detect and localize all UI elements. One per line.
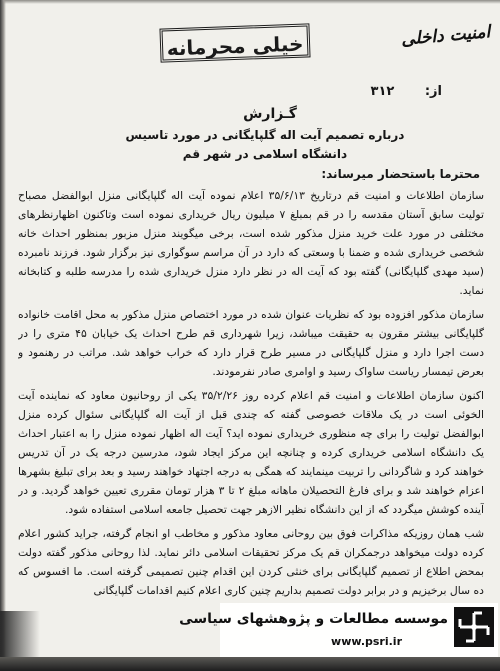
body-paragraph-1: سازمان اطلاعات و امنیت قم درتاریخ ۳۵/۶/۱۳ اعلام نموده آیت اله گلپایگانی منزل ابوالفضل مصباح تولیت سابق آستان مقدسه را در قم بمبلغ ۷ میلیون ریال خریداری نموده است وتاکنون اظهارنظرهای مختلفی در مورد علت خرید منزل مذکور شده است، برخی میگویند منزل مزبور بمنظور احداث خانه شخصی خریداری شده و ضمنا با وسعتی که دارد در آن مراسم سوگواری نیز برگزار شود. فرزند نامبرده (سید مهدی گلپایگانی) گفته بود که آیت اله در نظر دارد منزل خریداری شده را مدرسه طلبه و کتابخانه نماید. [18, 189, 484, 297]
report-title: گـزارش [243, 106, 297, 122]
institute-logo [454, 607, 494, 647]
body-paragraph-3: اکنون سازمان اطلاعات و امنیت قم اعلام کرده روز ۳۵/۲/۲۶ یکی از روحانیون معاود که نماینده آیت الخوئی است در یک ملاقات خصوصی گفته که چندی قبل از آیت اله گلپایگانی سئوال کرده منزل ابوالفضل تولیت را برای چه منظوری خریداری نموده اید؟ آیت اله اظهار نموده منزل را به اعتبار احداث یک دانشگاه اسلامی خریداری کرده و چنانچه این مرکز ایجاد شود، مدرسین درجه یک در آن تدریس خواهند کرد و شاگردانی را تربیت مینمایند که همگی به درجه اجتهاد خواهند رسید و بعد برای تبلیغ بشهرها اعزام خواهند شد و برای فارغ التحصیلان ماهانه مبلغ ۲ تا ۳ هزار تومان مقرری تعیین خواهد گردید. و در آینده کوشش میگردد که از این دانشگاه نظیر الازهر جهت تحصیل جامعه اسلامی استفاده شود. [18, 389, 484, 516]
scan-left-edge [0, 0, 6, 671]
scan-top-edge [0, 0, 500, 4]
scan-bottom-edge [0, 657, 500, 671]
confidential-stamp: خیلی محرمانه [159, 23, 310, 62]
handwritten-note: امنیت داخلی [399, 22, 491, 50]
from-number: ۳۱۲ [370, 84, 395, 99]
body-paragraph-4: شب همان روزیکه مذاکرات فوق بین روحانی معاود مذکور و مخاطب او انجام گرفته، جراید کشور اعلام کرده دولت میخواهد درجمکران قم یک مرکز تحقیقات اسلامی دائر نماید. لذا روحانی مذکور گفته دولت بمحض اطلاع از تصمیم گلپایگانی برای خنثی کردن این اقدام چنین تصمیمی گرفته است. ما افسوس که ده سال برخیزیم و در برابر دولت تصمیم بداریم چنین کاری اعلام کنیم اقدامات گلپایگانی [18, 527, 484, 597]
sender-line [371, 84, 442, 99]
subject-line-2: دانشگاه اسلامی در شهر قم [182, 147, 348, 161]
subject-line-1: درباره تصمیم آیت اله گلپایگانی در مورد تاسیس [125, 128, 405, 142]
watermark-footer [179, 603, 498, 657]
institute-name: موسسه مطالعات و پژوهشهای سیاسی [179, 611, 448, 627]
body-paragraph-2: سازمان مذکور افزوده بود که نظریات عنوان شده در مورد اختصاص منزل مذکور به محل اقامت خانواده گلپایگانی بیشتر مقرون به حقیقت میباشد، زیرا شهرداری قم طرح احداث یک خیابان ۴۵ متری را در دست اجرا دارد و منزل گلپایگانی در مسیر طرح قرار دارد که خراب خواهد شد. مراتب در رهنمود و بعرض تیمسار ریاست ساواک رسید و اوامری صادر نفرمودند. [18, 308, 484, 378]
report-body [18, 186, 484, 634]
salutation: محترما باستحضار میرساند: [321, 167, 480, 181]
from-label: از: [424, 84, 442, 99]
institute-website: www.psri.ir [331, 635, 402, 648]
